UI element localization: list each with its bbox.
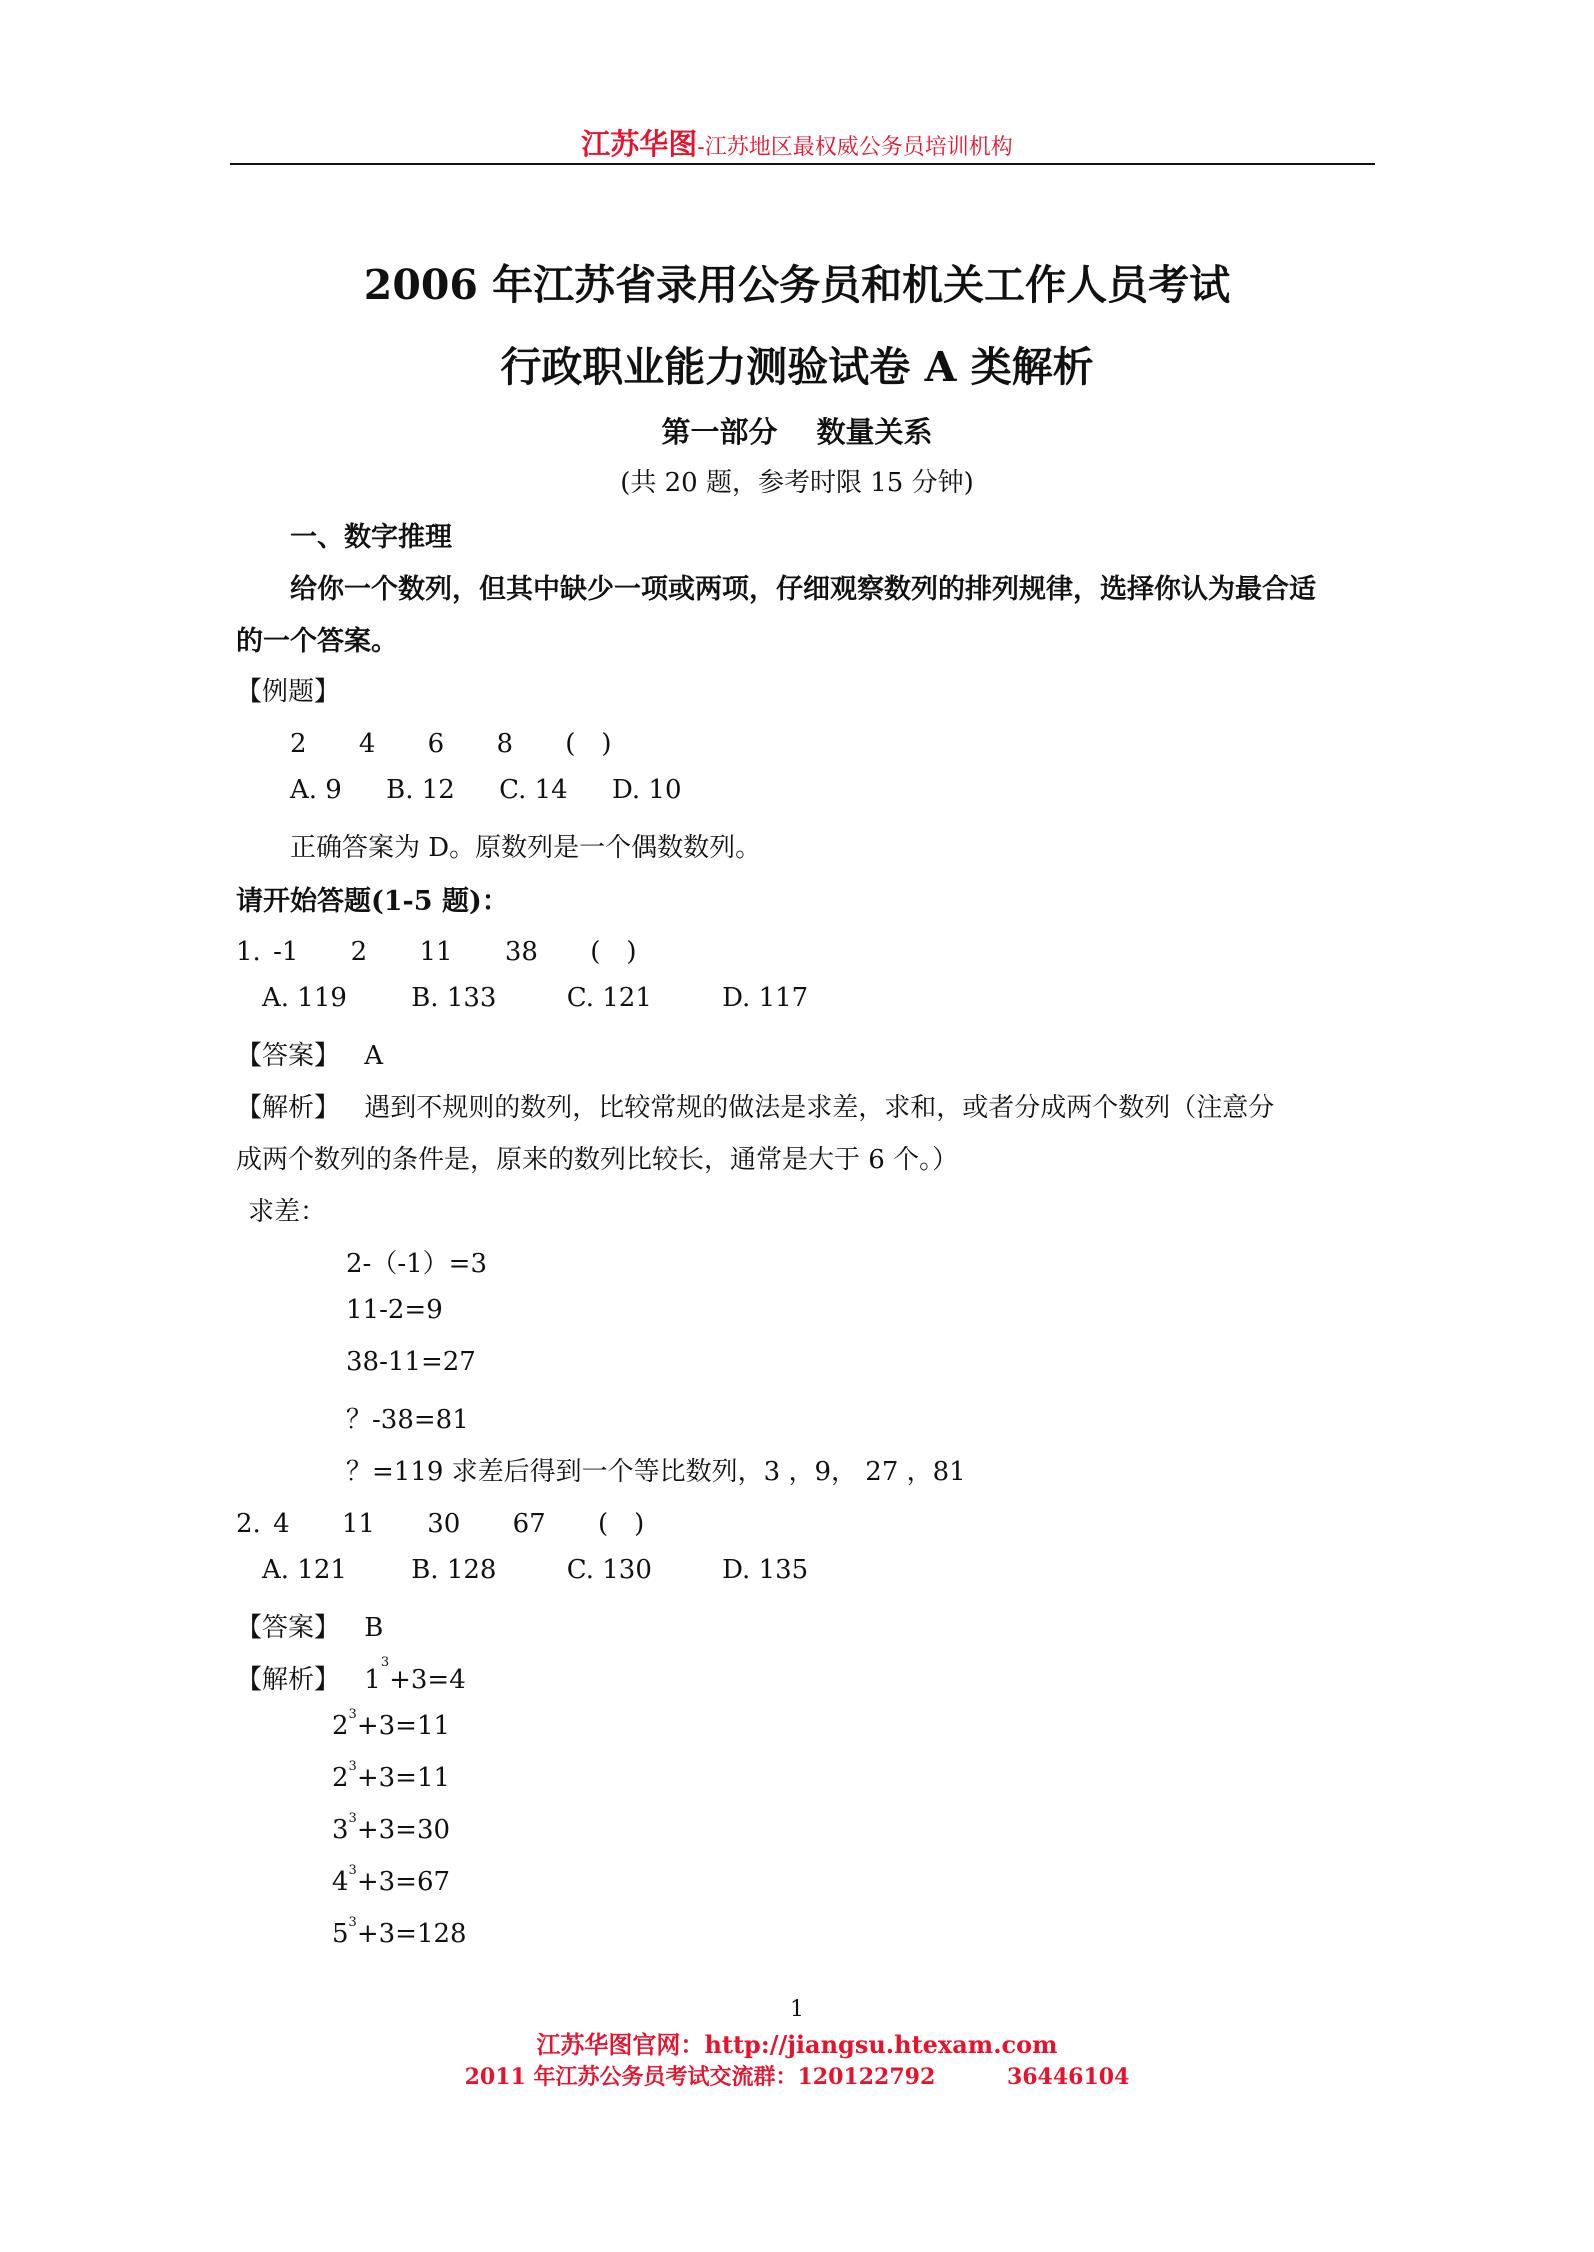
question-1-analysis-line2: 成两个数列的条件是，原来的数列比较长，通常是大于 6 个。） [236,1145,959,1175]
question-1-options [262,983,808,1013]
option: B. 128 [411,1555,497,1585]
step: ？-38=81 [346,1405,469,1435]
power-step: $4^3+3=67$ [332,1863,451,1897]
seq-item: 2 [350,937,368,967]
analysis-text: 遇到不规则的数列，比较常规的做法是求差，求和，或者分成两个数列（注意分 [364,1093,1275,1123]
seq-item: -1 [273,937,299,967]
start-prompt: 请开始答题(1-5 题)： [236,886,509,917]
page-number: 1 [790,1997,804,2022]
instruction-line2: 的一个答案。 [236,626,398,657]
option: A. 9 [290,775,342,805]
step: 38-11=27 [346,1347,476,1377]
example-label: 【例题】 [236,677,341,707]
option: D. 117 [722,983,809,1013]
question-1-answer [236,1035,383,1072]
answer-value: A [364,1041,384,1071]
seq-item: ( ) [597,1509,645,1539]
footer-site [0,2025,1594,2060]
example-sequence [290,723,612,760]
question-2-answer [236,1607,383,1644]
document-title-line1: 2006 年江苏省录用公务员和机关工作人员考试 [363,261,1231,309]
option: C. 14 [499,775,568,805]
answer-value: B [364,1613,384,1643]
seq-item: 4 [273,1509,290,1539]
section-note: (共 20 题，参考时限 15 分钟) [620,468,974,498]
footer-group-number: 120122792 [797,2064,936,2090]
question-2-options [262,1555,808,1585]
step: 11-2=9 [346,1295,443,1325]
footer-group-label: 2011 年江苏公务员考试交流群： [464,2064,798,2090]
header-tagline: -江苏地区最权威公务员培训机构 [697,135,1013,160]
header-rule [230,163,1375,165]
question-1-analysis-line1 [236,1087,1274,1124]
question-number: 2. [236,1509,261,1539]
step: 2-（-1）=3 [346,1249,487,1279]
seq-item: 11 [341,1509,375,1539]
power-step: $5^3+3=128$ [332,1915,467,1949]
question-2-analysis [236,1655,466,1696]
seq-item: 11 [419,937,453,967]
page-header [0,122,1594,163]
seq-item: 6 [427,729,445,759]
seq-item: 30 [427,1509,461,1539]
option: C. 121 [566,983,652,1013]
document-title-line2: 行政职业能力测验试卷 A 类解析 [500,343,1094,391]
analysis-label: 【解析】 [236,1093,341,1123]
step: ？=119 求差后得到一个等比数列，3 ，9， 27 ，81 [346,1457,966,1487]
difference-label: 求差： [248,1197,327,1227]
power-step: $2^3+3=11$ [332,1759,451,1793]
footer-group [0,2060,1594,2091]
answer-label: 【答案】 [236,1613,341,1643]
power-step: $3^3+3=30$ [332,1811,451,1845]
option: D. 135 [722,1555,809,1585]
footer-site-label: 江苏华图官网： [536,2030,705,2059]
option: B. 133 [411,983,497,1013]
option: B. 12 [386,775,455,805]
option: A. 119 [262,983,347,1013]
footer-group-number: 36446104 [1006,2064,1130,2090]
question-1-sequence [236,931,637,968]
analysis-label: 【解析】 [236,1665,341,1695]
section-heading: 第一部分 数量关系 [661,415,933,449]
option: C. 130 [566,1555,652,1585]
header-brand: 江苏华图 [581,127,698,161]
answer-label: 【答案】 [236,1041,341,1071]
subheading: 一、数字推理 [290,522,452,553]
footer-site-link[interactable]: http://jiangsu.htexam.com [704,2030,1058,2059]
seq-item: 67 [512,1509,546,1539]
option: A. 121 [262,1555,347,1585]
seq-item: ( ) [565,729,612,759]
seq-item: 2 [290,729,307,759]
seq-item: 38 [504,937,538,967]
seq-item: ( ) [590,937,637,967]
question-2-sequence [236,1503,644,1540]
option: D. 10 [611,775,682,805]
seq-item: 4 [358,729,376,759]
instruction-line1: 给你一个数列，但其中缺少一项或两项，仔细观察数列的排列规律，选择你认为最合适 [290,574,1316,605]
example-options [290,775,682,805]
power-step: $1^3+3=4$ [364,1655,466,1695]
seq-item: 8 [496,729,513,759]
power-step: $2^3+3=11$ [332,1707,451,1741]
example-answer: 正确答案为 D。原数列是一个偶数数列。 [290,833,762,863]
question-number: 1. [236,937,261,967]
